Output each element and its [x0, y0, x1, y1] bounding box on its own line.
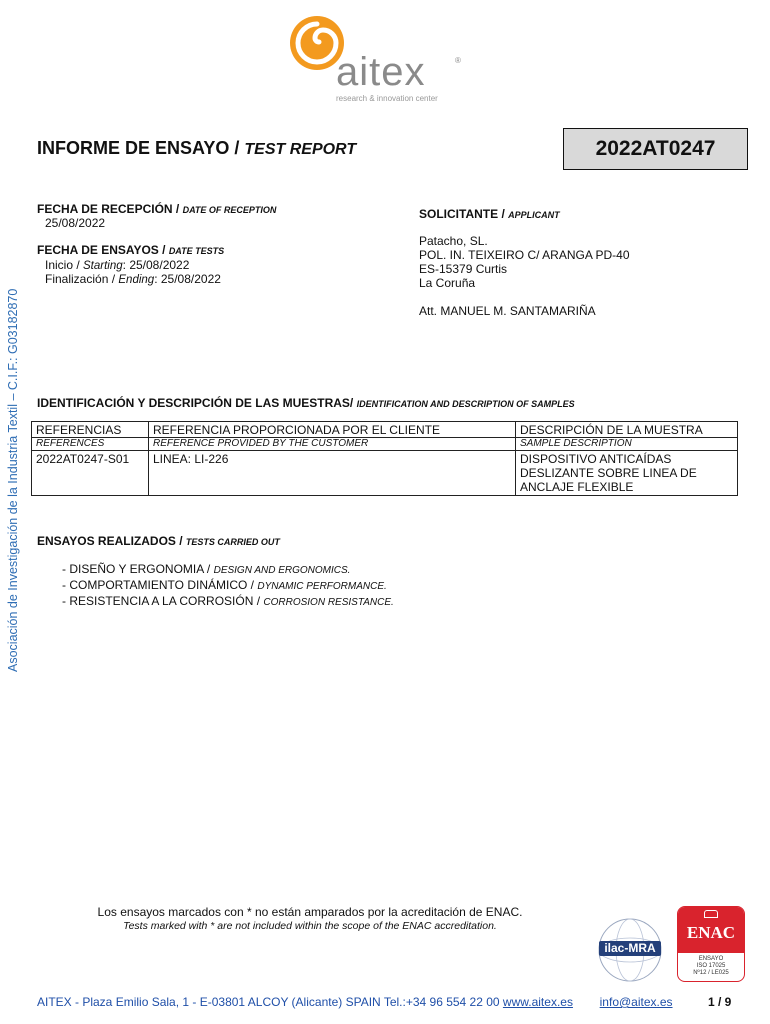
cell-description	[516, 451, 738, 496]
description-line: DISPOSITIVO ANTICAÍDAS	[520, 452, 672, 466]
reception-label: FECHA DE RECEPCIÓN / DATE OF RECEPTION	[37, 202, 277, 216]
test-end-date: Finalización / Ending: 25/08/2022	[45, 272, 221, 286]
samples-table	[31, 421, 738, 496]
accreditation-note-es: Los ensayos marcados con * no están amparados por la acreditación de ENAC.	[97, 905, 523, 919]
logo-registered-mark: ®	[455, 56, 461, 65]
applicant-block	[419, 234, 630, 290]
col-references: REFERENCIAS REFERENCES	[32, 422, 149, 451]
page-number: 1 / 9	[708, 995, 732, 1009]
enac-label: ENAC	[686, 923, 736, 942]
accreditation-note-en: Tests marked with * are not included within the scope of the ENAC accreditation.	[123, 920, 497, 932]
enac-badge-top	[678, 907, 744, 953]
report-number: 2022AT0247	[563, 128, 748, 170]
description-line: ANCLAJE FLEXIBLE	[520, 480, 634, 494]
test-start-date: Inicio / Starting: 25/08/2022	[45, 258, 190, 272]
applicant-address-1: POL. IN. TEIXEIRO C/ ARANGA PD-40	[419, 248, 630, 262]
applicant-name: Patacho, SL.	[419, 234, 488, 248]
ilac-mra-badge	[595, 915, 665, 985]
tests-done-heading: ENSAYOS REALIZADOS / TESTS CARRIED OUT	[37, 534, 280, 548]
website-link[interactable]: www.aitex.es	[502, 995, 573, 1009]
ilac-mra-label: ilac-MRA	[599, 941, 661, 956]
enac-line: ENSAYO	[698, 956, 724, 962]
applicant-address-2: ES-15379 Curtis	[419, 262, 508, 276]
samples-heading: IDENTIFICACIÓN Y DESCRIPCIÓN DE LAS MUESTRAS/ IDENTIFICATION AND DESCRIPTION OF SAMPLES	[37, 396, 575, 410]
applicant-city: La Coruña	[419, 276, 476, 290]
reception-date: 25/08/2022	[45, 216, 106, 230]
cell-reference: 2022AT0247-S01	[32, 451, 149, 496]
description-line: DESLIZANTE SOBRE LINEA DE	[520, 466, 697, 480]
samples-table-header	[32, 422, 738, 451]
logo-tagline: research & innovation center	[336, 94, 438, 103]
report-title: INFORME DE ENSAYO / TEST REPORT	[37, 138, 357, 158]
applicant-label: SOLICITANTE / APPLICANT	[419, 207, 560, 221]
footer-address: AITEX - Plaza Emilio Sala, 1 - E-03801 ALCOY (Alicante) SPAIN Tel.:+34 96 554 22 00 www.aitex.es info@aitex.es	[37, 995, 673, 1009]
crown-icon	[704, 910, 718, 918]
col-customer-reference: REFERENCIA PROPORCIONADA POR EL CLIENTE REFERENCE PROVIDED BY THE CUSTOMER	[149, 422, 516, 451]
side-legal-text: Asociación de Investigación de la Industria Textil – C.I.F.: G03182870	[6, 288, 20, 672]
enac-line: ISO 17025	[696, 963, 726, 969]
table-row	[32, 451, 738, 496]
logo-wordmark: aitex	[336, 50, 426, 94]
enac-badge	[677, 906, 745, 982]
applicant-attention: Att. MANUEL M. SANTAMARIÑA	[419, 304, 596, 318]
tests-list	[62, 562, 394, 610]
list-item: - COMPORTAMIENTO DINÁMICO / DYNAMIC PERFORMANCE.	[62, 578, 387, 592]
enac-line: Nº12 / LE025	[693, 970, 729, 976]
list-item: - RESISTENCIA A LA CORROSIÓN / CORROSION RESISTANCE.	[62, 594, 394, 608]
cell-customer-reference: LINEA: LI-226	[149, 451, 516, 496]
col-sample-description: DESCRIPCIÓN DE LA MUESTRA SAMPLE DESCRIPTION	[516, 422, 738, 451]
email-link[interactable]: info@aitex.es	[599, 995, 673, 1009]
test-dates-label: FECHA DE ENSAYOS / DATE TESTS	[37, 243, 225, 257]
list-item: - DISEÑO Y ERGONOMIA / DESIGN AND ERGONOMICS.	[62, 562, 351, 576]
enac-accreditation-lines	[678, 953, 744, 977]
